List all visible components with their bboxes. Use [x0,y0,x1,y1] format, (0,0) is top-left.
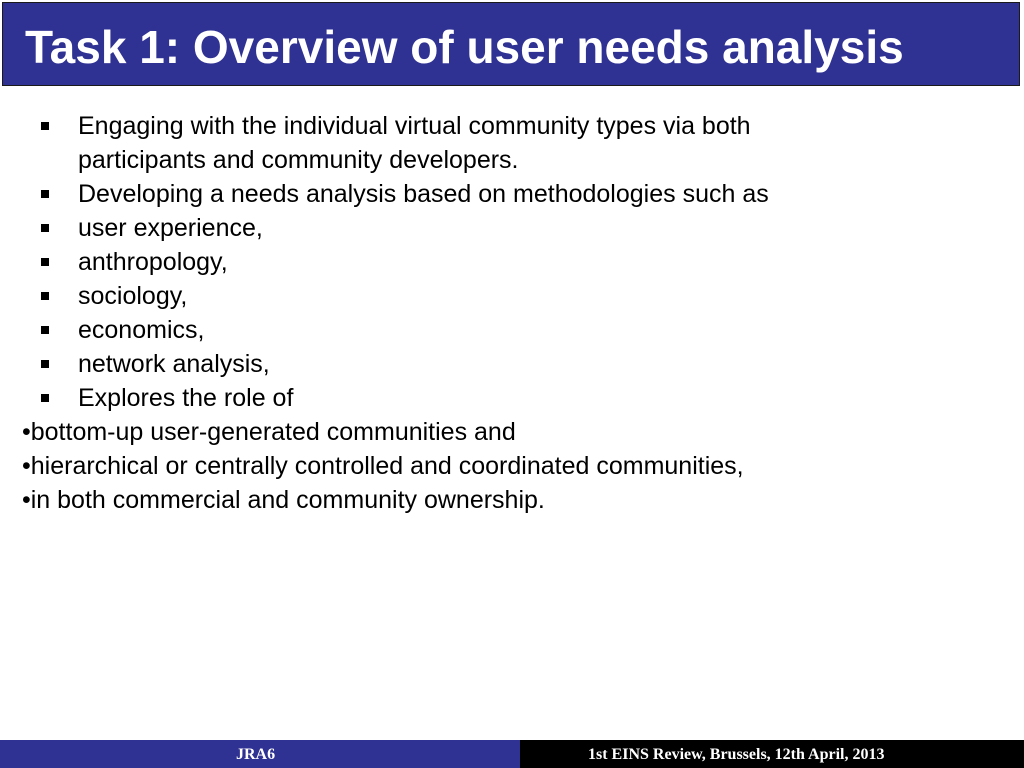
footer-event-label: 1st EINS Review, Brussels, 12th April, 2013 [588,746,885,763]
sub-point: •in both commercial and community ownership. [22,486,545,514]
square-bullet-icon [41,360,49,368]
square-bullet-icon [41,326,49,334]
footer-left-band [0,740,520,768]
square-bullet-icon [41,258,49,266]
square-bullet-icon [41,292,49,300]
bullet-item [0,177,1024,211]
bullet-text: economics, [78,316,205,344]
bullet-text: Explores the role of [78,384,294,412]
square-bullet-icon [41,224,49,232]
bullet-item [0,109,1024,177]
sub-point: •bottom-up user-generated communities and [22,418,516,446]
title-bar [2,2,1020,86]
bullet-item [0,313,1024,347]
bullet-text: user experience, [78,214,263,242]
sub-point: •hierarchical or centrally controlled and coordinated communities, [22,452,744,480]
square-bullet-icon [41,190,49,198]
bullet-text: sociology, [78,282,188,310]
bullet-item [0,211,1024,245]
bullet-item [0,279,1024,313]
bullet-text: Engaging with the individual virtual community types via both participants and community developers. [78,112,751,174]
square-bullet-icon [41,394,49,402]
bullet-item [0,347,1024,381]
bullet-text: Developing a needs analysis based on methodologies such as [78,180,769,208]
footer-project-label: JRA6 [236,746,276,763]
bullet-item [0,245,1024,279]
slide-title: Task 1: Overview of user needs analysis [25,21,904,73]
bullet-item [0,381,1024,415]
bullet-text: network analysis, [78,350,270,378]
bullet-text: anthropology, [78,248,228,276]
footer-right-band [520,740,1024,768]
slide-body [0,109,1024,517]
square-bullet-icon [41,122,49,130]
